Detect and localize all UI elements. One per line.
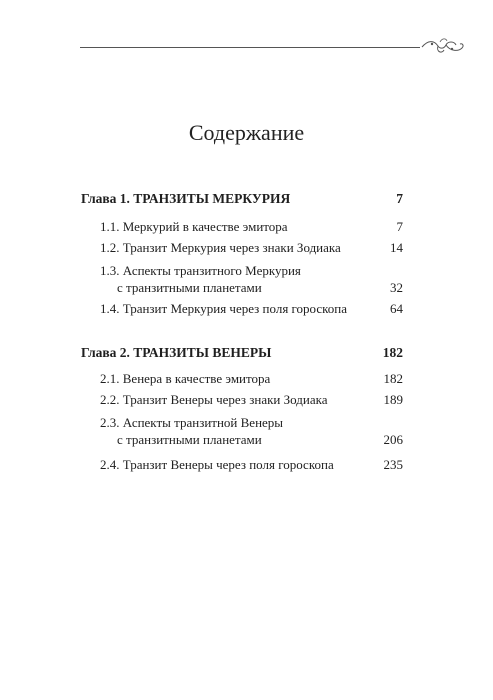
toc-entry-label: 2.4. Транзит Венеры через поля гороскопа: [100, 457, 334, 472]
toc-chapter-label: Глава 1. ТРАНЗИТЫ МЕРКУРИЯ: [81, 191, 291, 206]
toc-page-number: 7: [396, 219, 403, 234]
toc-page-number: 7: [396, 191, 403, 206]
toc-chapter-label: Глава 2. ТРАНЗИТЫ ВЕНЕРЫ: [81, 345, 272, 360]
toc-page-number: 189: [383, 392, 403, 407]
toc-page-number: 235: [383, 457, 403, 472]
toc-entry-label: 1.2. Транзит Меркурия через знаки Зодиака: [100, 240, 341, 255]
header-rule: [80, 47, 420, 48]
toc-page-number: 14: [390, 240, 403, 255]
floral-ornament-icon: [420, 36, 466, 58]
toc-page-number: 182: [382, 345, 403, 360]
toc-entry-label-line2: с транзитными планетами: [117, 280, 262, 295]
toc-entry-label: 2.1. Венера в качестве эмитора: [100, 371, 271, 386]
toc-entry-label-line2: с транзитными планетами: [117, 432, 262, 447]
toc-entry-label: 1.1. Меркурий в качестве эмитора: [100, 219, 288, 234]
toc-entry-label: 1.3. Аспекты транзитного Меркурия: [100, 263, 301, 278]
toc-entry-label: 2.2. Транзит Венеры через знаки Зодиака: [100, 392, 328, 407]
toc-page-number: 182: [383, 371, 403, 386]
toc-page-number: 206: [383, 432, 403, 447]
toc-page-number: 32: [390, 280, 403, 295]
toc-entry-label: 1.4. Транзит Меркурия через поля гороскопа: [100, 301, 348, 316]
toc-entry-label: 2.3. Аспекты транзитной Венеры: [100, 415, 284, 430]
page-title: Содержание: [188, 120, 305, 145]
toc-page-number: 64: [390, 301, 403, 316]
